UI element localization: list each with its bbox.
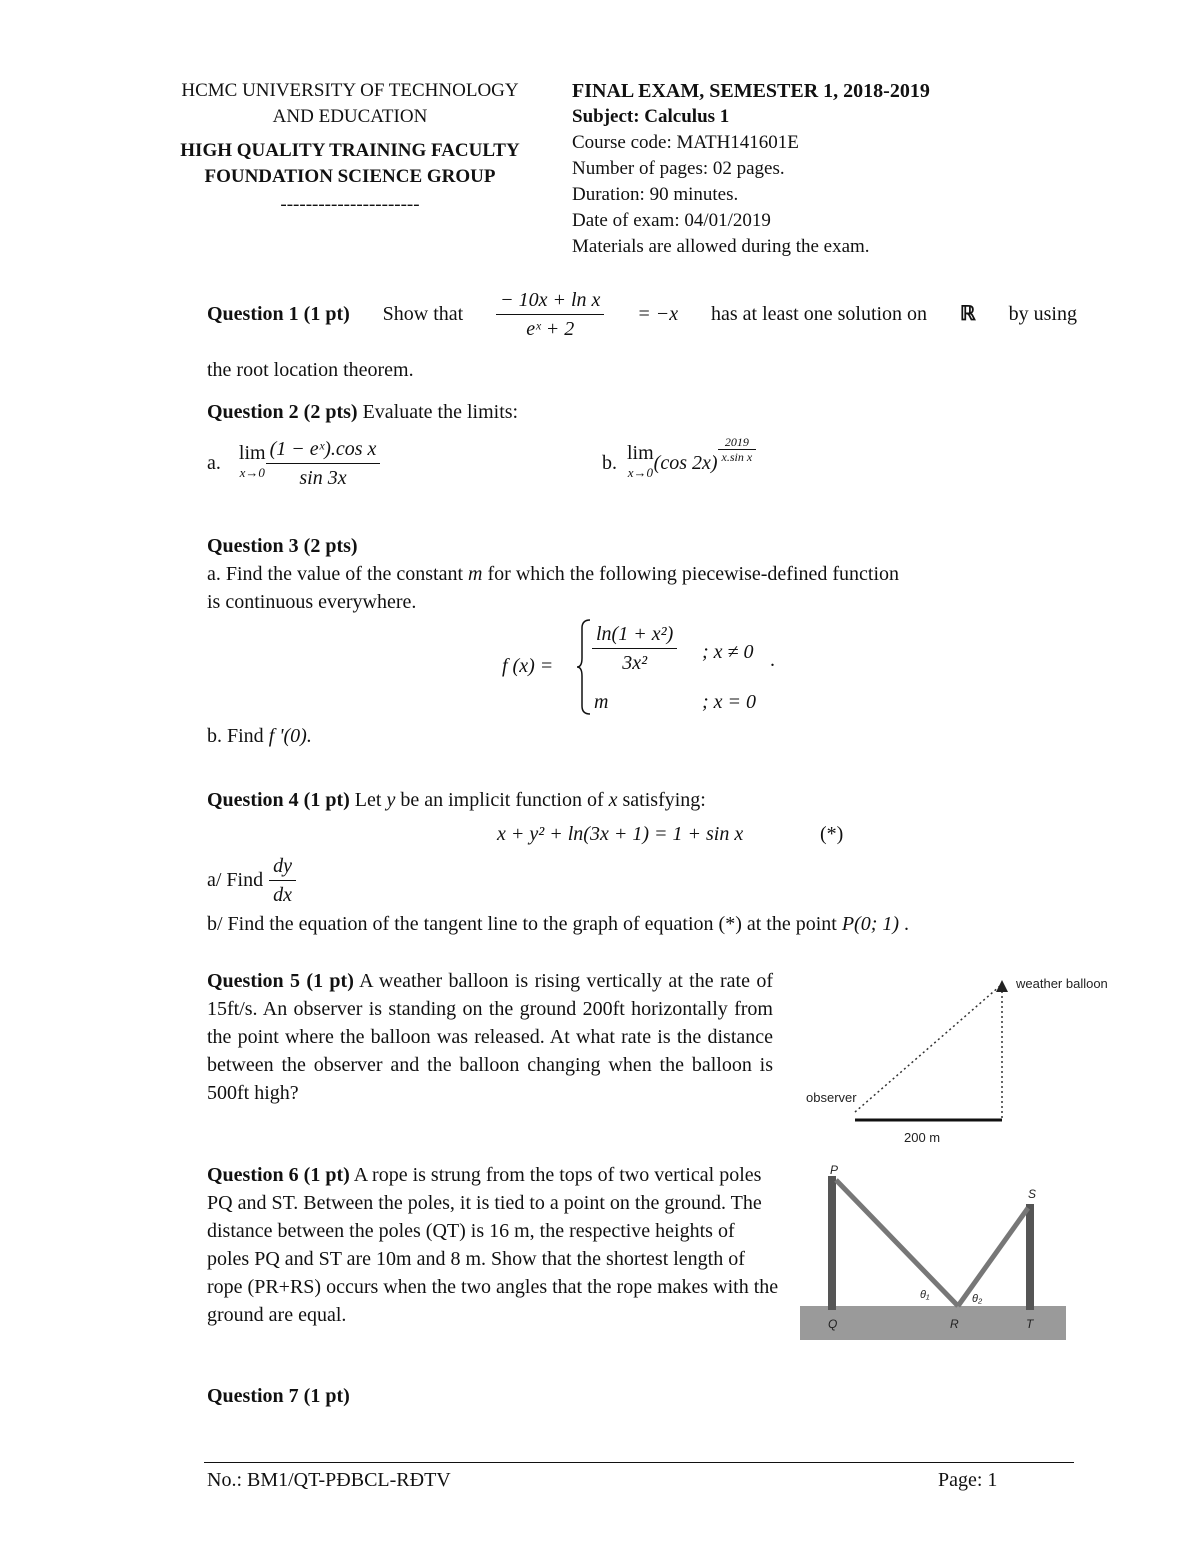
derivative-fraction (269, 852, 296, 909)
case-1-condition: ; x ≠ 0 (702, 641, 754, 663)
derivative-numerator: dy (269, 852, 296, 881)
case-1-numerator: ln(1 + x²) (592, 620, 677, 649)
constant-m: m (468, 563, 483, 585)
equation-star: (*) (820, 823, 844, 845)
line-of-sight (855, 986, 1000, 1112)
question-3a-text-3: is continuous everywhere. (207, 591, 417, 613)
question-1-fraction (496, 286, 604, 343)
question-2a-label: a. (207, 452, 221, 474)
exam-title: FINAL EXAM, SEMESTER 1, 2018-2019 (572, 80, 930, 102)
question-6-label: Question 6 (1 pt) (207, 1164, 350, 1186)
question-2b-base: (cos 2x) (653, 452, 718, 474)
label-q: Q (828, 1317, 838, 1331)
question-3a-text-1: a. Find the value of the constant (207, 563, 464, 585)
subject: Subject: Calculus 1 (572, 106, 730, 127)
left-brace-icon (576, 618, 592, 716)
question-1-denominator: eˣ + 2 (526, 317, 575, 340)
variable-x: x (608, 789, 618, 811)
question-2b-label: b. (602, 452, 617, 474)
exam-date: Date of exam: 04/01/2019 (572, 210, 771, 231)
question-1-rhs: = −x (637, 303, 679, 325)
question-4-equation (497, 820, 743, 848)
label-p: P (830, 1163, 839, 1177)
question-4a-text: a/ Find (207, 869, 264, 891)
question-1-numerator: − 10x + ln x (496, 286, 604, 315)
question-4-text-1: Let (354, 789, 382, 811)
question-3b-expr: f '(0). (268, 725, 312, 747)
faculty-name: HIGH QUALITY TRAINING FACULTY (180, 140, 520, 161)
question-3 (207, 532, 1077, 616)
distance-label: 200 m (904, 1130, 941, 1145)
question-2a-fraction (266, 435, 381, 492)
balloon-arrow-icon (996, 980, 1008, 992)
question-4-text-3: satisfying: (622, 789, 706, 811)
header-left (160, 78, 540, 218)
derivative-denominator: dx (273, 883, 293, 906)
question-5-label: Question 5 (1 pt) (207, 970, 354, 992)
question-4b-end: . (904, 913, 910, 935)
course-code: Course code: MATH141601E (572, 132, 799, 153)
implicit-equation: x + y² + ln(3x + 1) = 1 + sin x (497, 823, 744, 845)
question-2a-numerator: (1 − eˣ).cos x (266, 435, 381, 464)
poles-figure (800, 1160, 1068, 1342)
question-1-label: Question 1 (1 pt) (207, 303, 350, 325)
balloon-figure (800, 970, 1120, 1145)
angle-theta2: θ₂ (972, 1293, 983, 1305)
question-4-label: Question 4 (1 pt) (207, 789, 350, 811)
question-5-text: A weather balloon is rising vertically at the rate of 15ft/s. An observer is standing on the ground 200ft horizontally from the point where the balloon was released. At what rate is the distance between the observer and the balloon changing when the balloon is 500ft high? (207, 970, 773, 1104)
header-right (572, 78, 992, 260)
limit-subscript: x→0 (627, 465, 653, 480)
limit-word: lim (238, 442, 266, 464)
question-2b-exponent-den: x.sin x (721, 449, 753, 464)
case-2-value: m (594, 691, 609, 713)
piecewise-function (502, 618, 802, 718)
label-r: R (950, 1317, 959, 1331)
question-2 (207, 398, 1077, 426)
duration: Duration: 90 minutes. (572, 184, 739, 205)
page-count: Number of pages: 02 pages. (572, 158, 785, 179)
rope-pr (836, 1180, 958, 1306)
question-7-label: Question 7 (1 pt) (207, 1385, 350, 1407)
footer-rule (204, 1462, 1074, 1463)
case-2-condition: ; x = 0 (702, 691, 757, 713)
question-2-part-a (207, 428, 380, 498)
question-2b-exponent-num: 2019 (718, 435, 757, 450)
real-numbers-symbol: ℝ (959, 303, 976, 325)
question-2-text: Evaluate the limits: (362, 401, 519, 423)
label-t: T (1026, 1317, 1034, 1331)
label-s: S (1028, 1187, 1037, 1201)
question-2b-exponent (718, 435, 757, 464)
question-4a (207, 852, 296, 908)
question-4b (207, 910, 1087, 938)
observer-label: observer (806, 1090, 857, 1105)
question-6-text: A rope is strung from the tops of two vertical poles PQ and ST. Between the poles, it is tied to a point on the ground. The distance between the poles (QT) is 16 m, the respective heights of poles PQ and ST are 10m and 8 m. Show that the shortest length of rope (PR+RS) occurs when the two angles that the rope makes with the ground are equal. (207, 1164, 779, 1326)
angle-theta1: θ₁ (920, 1289, 930, 1301)
question-3b-text: b. Find (207, 725, 264, 747)
question-3a-text-2: for which the following piecewise-defined function (487, 563, 900, 585)
limit-subscript: x→0 (239, 465, 265, 480)
university-name-line1: HCMC UNIVERSITY OF TECHNOLOGY (181, 80, 519, 101)
question-4-text-2: be an implicit function of (400, 789, 604, 811)
header-divider: ---------------------- (280, 194, 420, 215)
question-6 (207, 1161, 781, 1329)
footer-doc-number: No.: BM1/QT-PĐBCL-RĐTV (207, 1469, 451, 1491)
case-1-fraction (592, 620, 677, 677)
question-4 (207, 786, 1077, 814)
case-1-denominator: 3x² (622, 652, 648, 674)
variable-y: y (386, 789, 396, 811)
materials-note: Materials are allowed during the exam. (572, 236, 870, 257)
question-1 (207, 286, 1077, 384)
question-1-text-a: Show that (382, 303, 464, 325)
group-name: FOUNDATION SCIENCE GROUP (204, 166, 496, 187)
rope-rs (958, 1208, 1028, 1306)
question-1-text-d: the root location theorem. (207, 359, 414, 381)
question-2-part-b (602, 428, 756, 498)
question-2a-limit (239, 443, 266, 483)
question-2-label: Question 2 (2 pts) (207, 401, 358, 423)
function-name: f (x) = (502, 655, 554, 677)
point-p: P(0; 1) (841, 913, 900, 935)
university-name-line2: AND EDUCATION (272, 106, 428, 127)
limit-word: lim (627, 442, 654, 464)
question-3-label: Question 3 (2 pts) (207, 535, 358, 557)
question-4b-text: b/ Find the equation of the tangent line to the graph of equation (*) at the point (207, 913, 837, 935)
question-5 (207, 967, 773, 1107)
question-2a-denominator: sin 3x (299, 466, 347, 489)
case-end-dot: . (770, 649, 775, 671)
pole-pq (828, 1176, 836, 1310)
question-2b-limit (627, 443, 654, 483)
pole-st (1026, 1204, 1034, 1310)
question-1-text-c: by using (1008, 303, 1077, 325)
footer-page-number: Page: 1 (938, 1469, 998, 1491)
question-1-text-b: has at least one solution on (710, 303, 928, 325)
question-3b (207, 722, 312, 750)
balloon-label: weather balloon (1016, 976, 1108, 991)
